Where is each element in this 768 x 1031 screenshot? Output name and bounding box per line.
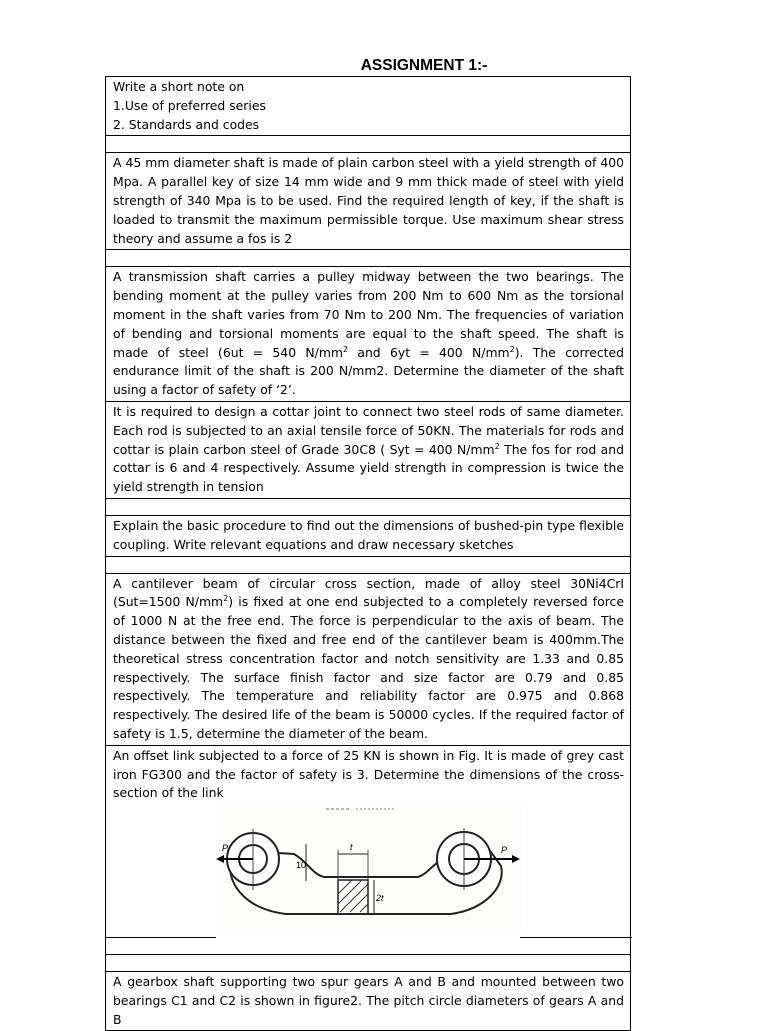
- assignment-title: ASSIGNMENT 1:-: [360, 57, 488, 74]
- q7-text: An offset link subjected to a force of 25 KN is shown in Fig. It is made of grey cast iron FG300 and the factor of safety is 3. Determine the dimensions of the cross-section of the link: [113, 747, 624, 801]
- question-6: [105, 573, 631, 745]
- spacer-row: [105, 135, 631, 152]
- q3-text-c: ). The corrected endurance limit of the shaft is 200 N/mm2. Determine the diameter of the shaft using a factor of safety of ‘2’.: [113, 344, 624, 398]
- spacer-row: [105, 498, 631, 515]
- figure-baseline-left: [106, 937, 216, 938]
- superscript-2: 2: [494, 441, 500, 451]
- superscript-2: 2: [342, 344, 349, 354]
- question-7: [105, 745, 631, 954]
- q8-text: A gearbox shaft supporting two spur gears A and B and mounted between two bearings C1 and C2 is shown in figure2. The pitch circle diameters of gears A and B: [113, 974, 624, 1027]
- q6-text-a: A cantilever beam of circular cross section, made of alloy steel 30Ni4CrI (Sut=1500 N/mm: [113, 575, 624, 610]
- label-p-left: P: [222, 843, 229, 854]
- label-offset-10: 10: [296, 860, 307, 871]
- q4-text-b: The fos for rod and cottar is 6 and 4 respectively. Assume yield strength in compression is twice the yield strength in tension: [113, 441, 624, 495]
- q6-text-b: ) is fixed at one end subjected to a completely reversed force of 1000 N at the free end. The force is perpendicular to the axis of beam. The distance between the fixed and free end of the cantilever beam is 400mm.The theoretical stress concentration factor and notch sensitivity are 1.33 and 0.85 respectively. The surface finish factor and size factor are 0.79 and 0.85 respectively. The temperature and reliability factor are 0.975 and 0.868 respectively. The desired life of the beam is 50000 cycles. If the required factor of safety is 1.5, determine the diameter of the beam.: [113, 594, 624, 741]
- label-p-right: P: [501, 845, 508, 856]
- question-2: [105, 152, 631, 249]
- spacer-row: [105, 954, 631, 971]
- q2-text: A 45 mm diameter shaft is made of plain carbon steel with a yield strength of 400 Mpa. A parallel key of size 14 mm wide and 9 mm thick made of steel with yield strength of 340 Mpa is to be used. Find the required length of key, if the shaft is loaded to transmit the maximum permissible torque. Use maximum shear stress theory and assume a fos is 2: [113, 155, 624, 246]
- q7-text-block: [106, 746, 630, 804]
- superscript-2: 2: [223, 594, 229, 604]
- q3-text-b: and 6yt = 400 N/mm: [348, 344, 510, 360]
- question-1: [105, 76, 631, 135]
- label-t: t: [350, 842, 353, 853]
- spacer-row: [105, 556, 631, 573]
- question-4: [105, 401, 631, 498]
- q1-line1: Write a short note on: [113, 79, 245, 94]
- question-8: [105, 971, 631, 1031]
- figure-baseline-right: [520, 937, 632, 938]
- q3-text-a: A transmission shaft carries a pulley midway between the two bearings. The bending moment at the pulley varies from 200 Nm to 600 Nm as the torsional moment in the shaft varies from 70 Nm to 200 Nm. The frequencies of variation of bending and torsional moments are equal to the shaft speed. The shaft is made of steel (6ut = 540 N/mm: [113, 269, 624, 360]
- q5-text: Explain the basic procedure to find out the dimensions of bushed-pin type flexible coupling. Write relevant equations and draw necessary sketches: [113, 517, 624, 552]
- offset-link-figure: [216, 804, 522, 932]
- spacer-row: [105, 249, 631, 266]
- label-2t: 2t: [376, 893, 384, 904]
- q4-text-a: It is required to design a cottar joint to connect two steel rods of same diameter. Each rod is subjected to an axial tensile force of 50KN. The materials for rods and cottar is plain carbon steel of Grade 30C8 ( Syt = 400 N/mm: [113, 403, 624, 457]
- q1-line2: 1.Use of preferred series: [113, 97, 266, 113]
- question-3: [105, 266, 631, 401]
- superscript-2: 2: [509, 344, 515, 354]
- q1-line3: 2. Standards and codes: [113, 116, 260, 132]
- question-5: [105, 515, 631, 556]
- questions-table: [105, 76, 631, 1031]
- figure-cell: [106, 804, 630, 954]
